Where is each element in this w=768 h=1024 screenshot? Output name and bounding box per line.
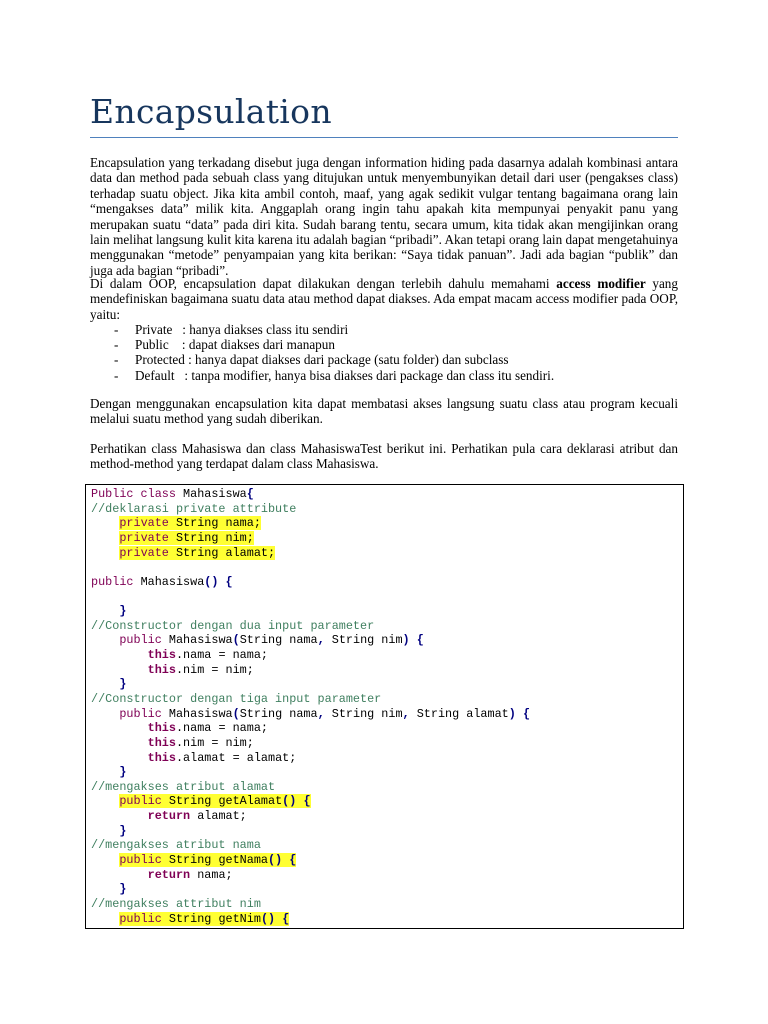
code-line (91, 721, 530, 736)
code-line (91, 633, 530, 648)
code-indent (91, 707, 119, 721)
intro-paragraph: Encapsulation yang terkadang disebut juga dengan information hiding pada dasarnya adalah kombinasi antara data dan method pada sebuah class yang ditujukan untuk menyembunyikan detail dari user (pengakses class) terhadap suatu object. Jika kita ambil contoh, maaf, yang agak sedikit vulgar tentang bagaimana orang lain “mengakses data” milik kita. Anggaplah orang ingin tahu apakah kita mempunyai penyakit panu yang merupakan suatu “data” pada diri kita. Sudah barang tentu, secara umum, kita tidak akan mengijinkan orang lain melihat langsung kulit kita karena itu adalah bagian “pribadi”. Akan tetapi orang lain dapat mengetahuinya menggunakan “metode” penyampaian yang kita berikan: “Saya tidak panuan”. Jadi ada bagian “publik” dan juga ada bagian “pribadi”. (90, 155, 678, 278)
code-line (91, 487, 530, 502)
code-listing (91, 487, 530, 926)
code-line (91, 516, 530, 531)
code-text: String nama (239, 706, 318, 721)
code-keyword: private (119, 545, 169, 560)
list-item-text: Protected : hanya dapat diakses dari package (satu folder) dan subclass (135, 352, 509, 368)
code-line (91, 868, 530, 883)
code-comment: //mengakses attribut nim (91, 896, 261, 911)
code-keyword: private (119, 516, 169, 531)
code-line (91, 707, 530, 722)
code-indent (91, 765, 119, 779)
code-line (91, 604, 530, 619)
access-modifier-list (90, 322, 678, 383)
code-text: Mahasiswa (161, 633, 233, 648)
code-line (91, 677, 530, 692)
code-keyword: public (119, 853, 162, 868)
highlighted-code (119, 546, 275, 560)
code-indent (91, 809, 148, 823)
code-text: Mahasiswa (133, 574, 205, 589)
code-indent (91, 868, 148, 882)
code-comment: //deklarasi private attribute (91, 501, 297, 516)
code-text: String nim; (168, 530, 254, 545)
code-brace: } (119, 604, 127, 619)
code-listing-box (85, 484, 684, 929)
code-indent (91, 663, 148, 677)
code-blank-line (91, 560, 530, 575)
code-keyword: public (119, 633, 162, 648)
access-modifier-term: access modifier (556, 276, 646, 291)
list-dash: - (114, 322, 119, 337)
list-dash: - (114, 367, 119, 383)
code-brace: { (246, 487, 254, 501)
code-text: String getNama (161, 853, 269, 868)
code-text: .nama = nama; (175, 648, 268, 663)
title-underline (90, 137, 678, 138)
code-comment-line (91, 619, 530, 634)
page-title: Encapsulation (90, 92, 332, 131)
code-keyword: public (91, 574, 134, 589)
code-text: Mahasiswa (175, 487, 247, 501)
code-text: String alamat; (168, 545, 276, 560)
code-brace: { (282, 911, 290, 926)
code-text: .nama = nama; (175, 721, 268, 736)
code-line (91, 648, 530, 663)
list-item (90, 337, 678, 352)
code-line (91, 882, 530, 897)
code-brace: { (289, 853, 297, 868)
code-parens: () (282, 794, 297, 809)
code-text: String alamat (409, 706, 509, 721)
code-keyword: this (147, 750, 176, 765)
code-text: String nama; (168, 516, 261, 531)
list-item (90, 352, 678, 367)
code-line (91, 663, 530, 678)
code-keyword: public (119, 794, 162, 809)
code-comment: //Constructor dengan dua input parameter (91, 618, 375, 633)
code-comment-line (91, 838, 530, 853)
code-indent (91, 516, 119, 530)
code-parens: () (268, 853, 283, 868)
list-item-text: Default : tanpa modifier, hanya bisa diakses dari package dan class itu sendiri. (135, 367, 555, 383)
code-keyword: return (147, 867, 191, 882)
highlighted-code (119, 853, 296, 867)
code-keyword: private (119, 530, 169, 545)
code-comma: , (402, 706, 410, 721)
code-paren: ( (232, 706, 240, 721)
highlighted-code (119, 912, 289, 926)
code-parens: () (204, 574, 219, 589)
list-item (90, 322, 678, 337)
code-indent (91, 794, 119, 808)
paragraph-text-end: yang mendefiniskan bagaimana suatu data atau method dapat diakses. Ada empat macam access modifier pada OOP, yaitu: (90, 276, 678, 322)
code-comment: //Constructor dengan tiga input parameter (91, 691, 382, 706)
list-dash: - (114, 337, 119, 353)
code-brace: { (225, 574, 233, 589)
code-comment-line (91, 897, 530, 912)
code-comment-line (91, 692, 530, 707)
code-line (91, 736, 530, 751)
code-text: String getNim (161, 911, 261, 926)
class-intro-paragraph: Perhatikan class Mahasiswa dan class MahasiswaTest berikut ini. Perhatikan pula cara deklarasi atribut dan method-method yang terdapat dalam class Mahasiswa. (90, 441, 678, 472)
list-item-text: Private : hanya diakses class itu sendiri (135, 322, 349, 337)
code-line (91, 765, 530, 780)
paragraph-text-start: Di dalam OOP, encapsulation dapat dilakukan dengan terlebih dahulu memahami (90, 276, 557, 291)
code-text: alamat; (190, 809, 247, 824)
code-text: .nim = nim; (175, 662, 254, 677)
code-keyword: Public class (91, 487, 176, 501)
highlighted-code (119, 794, 310, 808)
code-comma: , (317, 633, 325, 648)
code-line (91, 546, 530, 561)
code-text: .nim = nim; (175, 735, 254, 750)
code-indent (91, 546, 119, 560)
code-line (91, 794, 530, 809)
code-brace: } (119, 765, 127, 780)
code-line (91, 531, 530, 546)
code-keyword: this (147, 735, 176, 750)
code-comment-line (91, 780, 530, 795)
code-brace: } (119, 677, 127, 692)
code-indent (91, 882, 119, 896)
code-space (218, 575, 225, 589)
code-keyword: return (147, 809, 191, 824)
code-keyword: public (119, 706, 162, 721)
encapsulation-benefit-paragraph: Dengan menggunakan encapsulation kita dapat membatasi akses langsung suatu class atau program kecuali melalui suatu method yang sudah diberikan. (90, 396, 678, 427)
code-parens: () (260, 911, 276, 926)
code-indent (91, 824, 119, 838)
code-indent (91, 633, 119, 647)
code-paren: ) (508, 706, 516, 721)
code-line (91, 575, 530, 590)
code-comment: //mengakses atribut alamat (91, 779, 276, 794)
code-text: String getAlamat (161, 794, 283, 809)
code-line (91, 824, 530, 839)
code-text: String nim (324, 633, 403, 648)
code-text: String nim (324, 706, 403, 721)
code-indent (91, 751, 148, 765)
code-brace: { (303, 794, 311, 809)
highlighted-code (119, 516, 261, 530)
code-text: String nama (239, 633, 318, 648)
code-comment-line (91, 502, 530, 517)
code-space (410, 633, 417, 647)
highlighted-code (119, 531, 254, 545)
access-modifier-paragraph (90, 276, 678, 322)
code-paren: ( (232, 633, 240, 648)
code-brace: { (416, 633, 424, 648)
code-indent (91, 677, 119, 691)
code-brace: { (522, 706, 531, 721)
code-keyword: this (147, 721, 176, 736)
code-brace: } (119, 882, 127, 897)
code-text: Mahasiswa (161, 706, 233, 721)
code-paren: ) (402, 633, 410, 648)
code-comma: , (317, 706, 325, 721)
code-comment: //mengakses atribut nama (91, 838, 261, 853)
code-text: .alamat = alamat; (175, 750, 297, 765)
code-line (91, 853, 530, 868)
code-indent (91, 721, 148, 735)
list-item-text: Public : dapat diakses dari manapun (135, 337, 335, 353)
code-line (91, 809, 530, 824)
code-keyword: this (147, 662, 176, 677)
code-indent (91, 853, 119, 867)
code-keyword: this (147, 648, 176, 663)
code-brace: } (119, 823, 127, 838)
code-line (91, 912, 530, 927)
code-line (91, 751, 530, 766)
code-indent (91, 736, 148, 750)
code-indent (91, 531, 119, 545)
code-keyword: public (119, 911, 162, 926)
code-text: nama; (190, 867, 233, 882)
list-dash: - (114, 352, 119, 368)
code-space (516, 707, 523, 721)
code-indent (91, 912, 119, 926)
code-indent (91, 604, 119, 618)
code-indent (91, 648, 148, 662)
code-blank-line (91, 589, 530, 604)
list-item (90, 368, 678, 383)
